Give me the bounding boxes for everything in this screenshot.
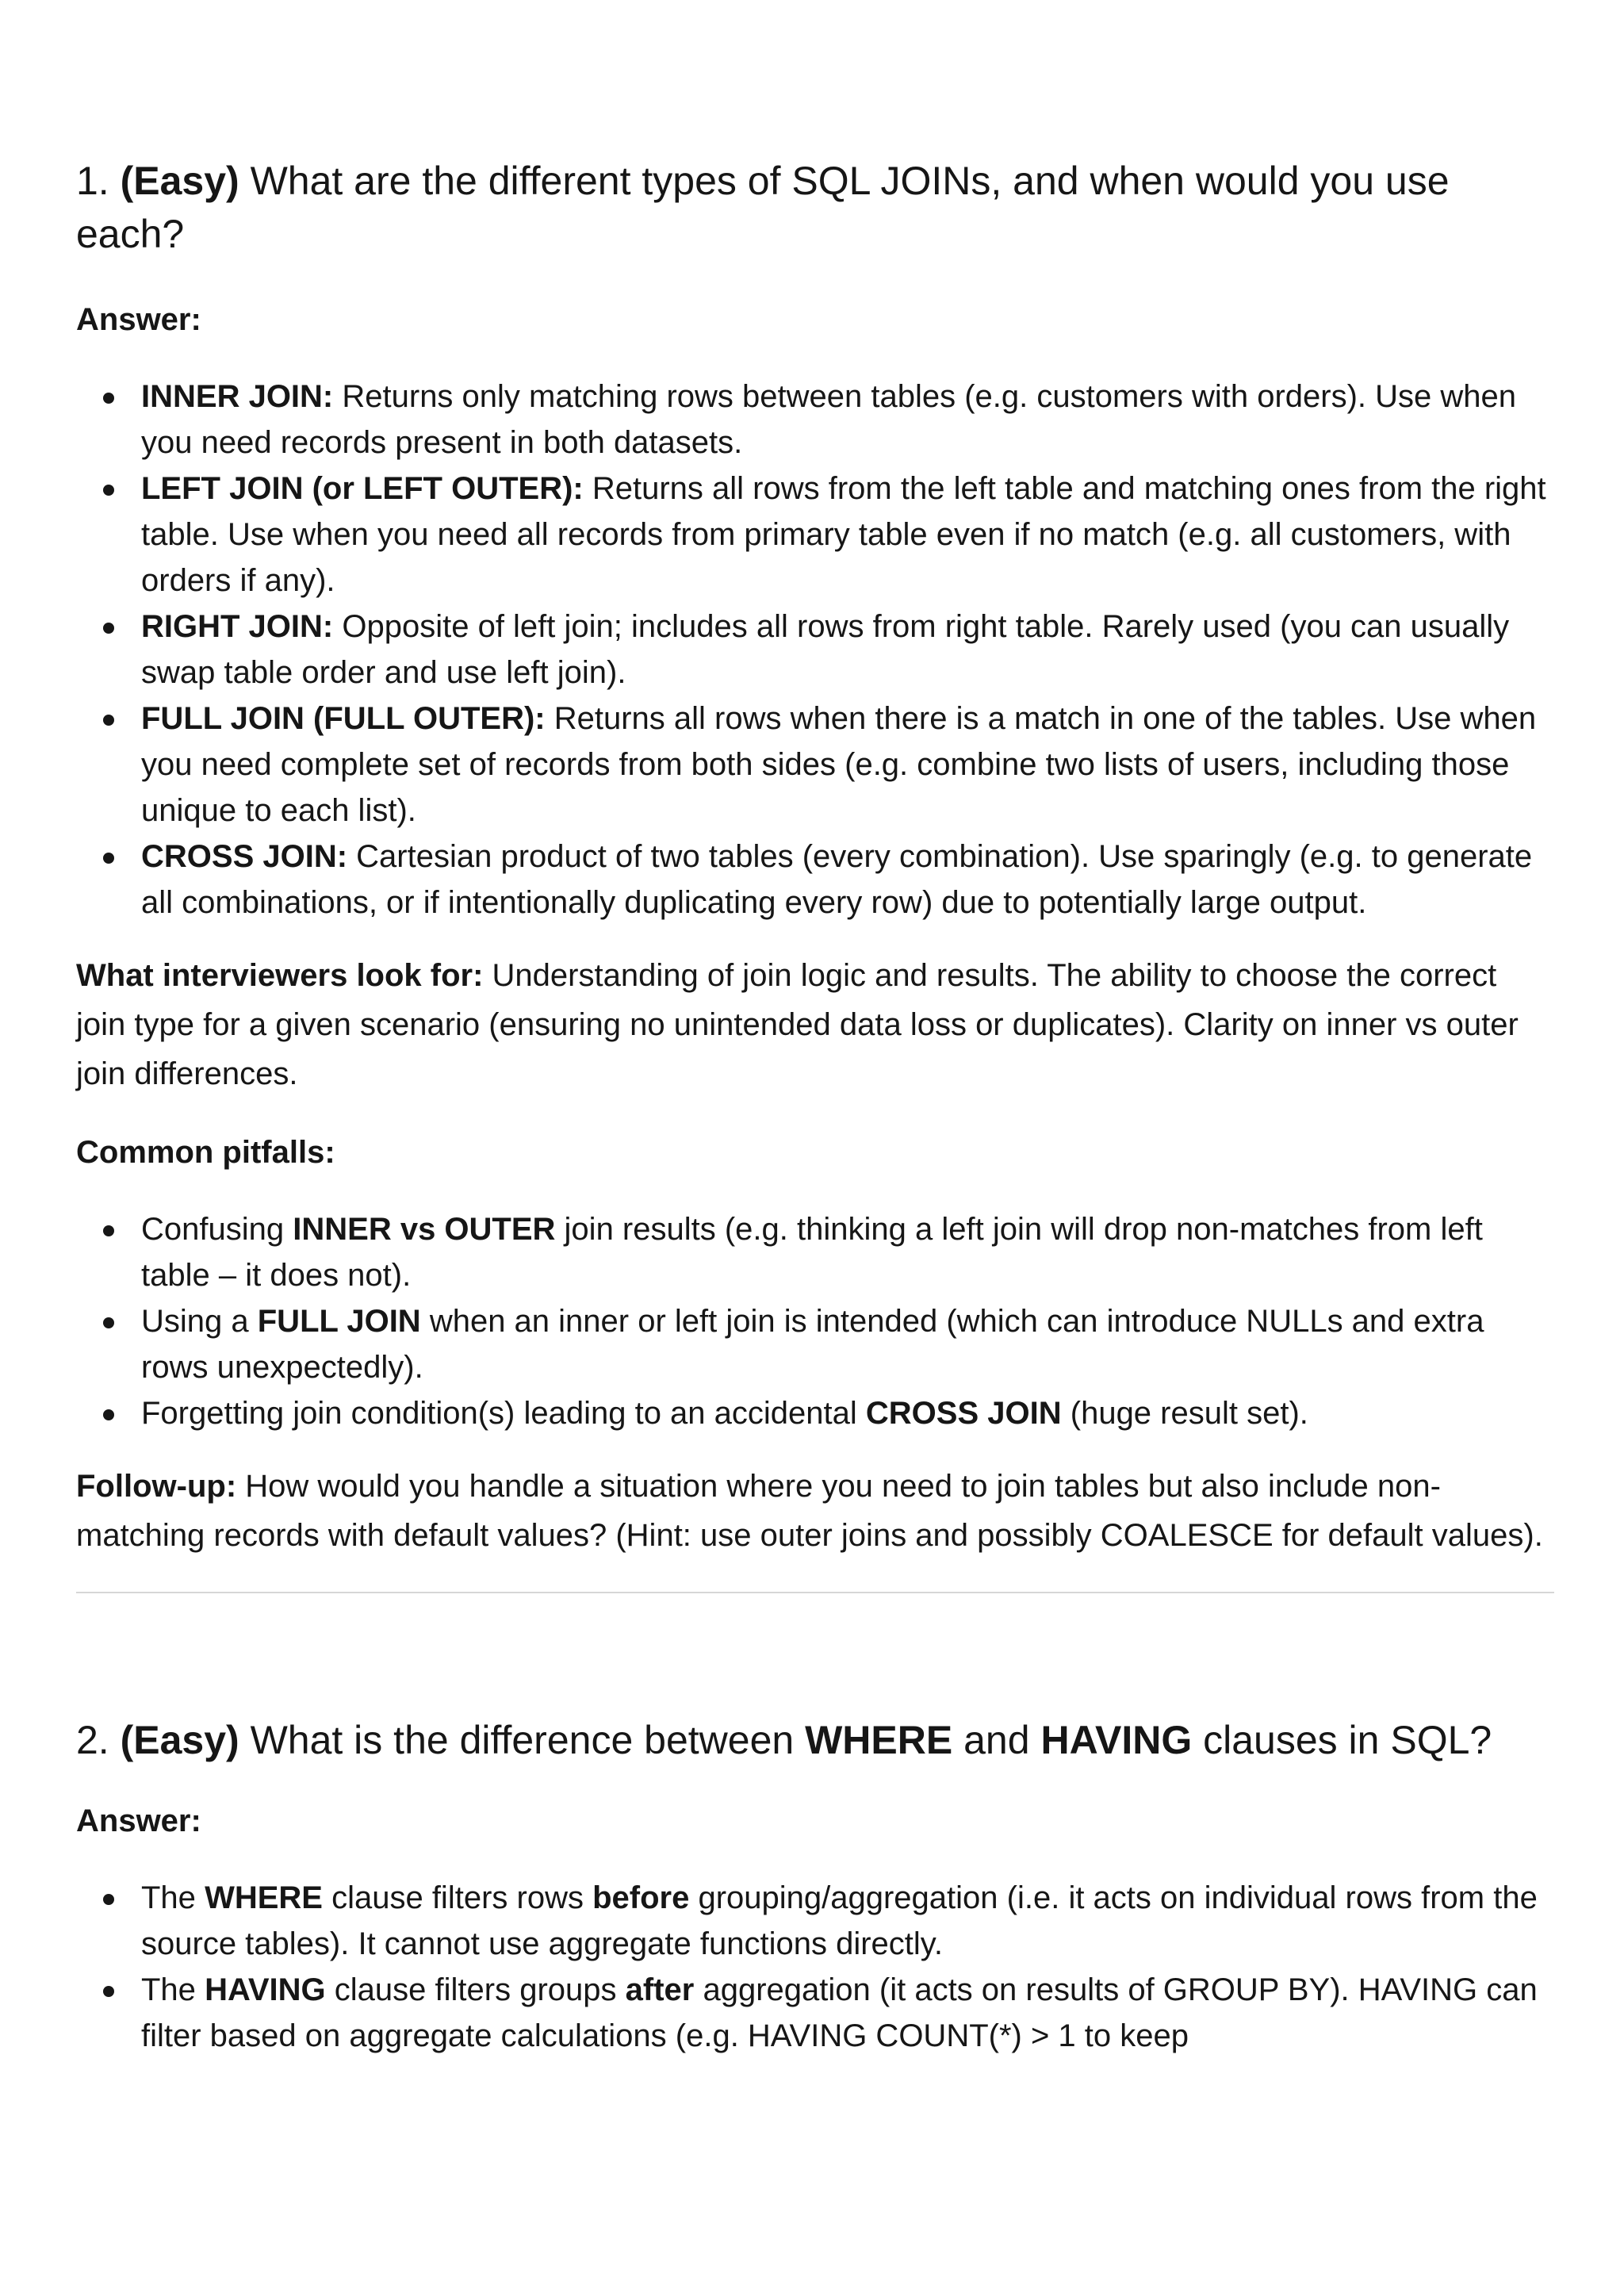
question-1-title [76,155,1554,261]
pitfalls-list [76,1206,1554,1436]
interviewers-look-for [76,951,1554,1098]
join-description: Cartesian product of two tables (every combination). Use sparingly (e.g. to generate all combinations, or if intentionally duplicating every row) due to potentially large output. [141,839,1533,920]
list-item [141,1206,1554,1298]
follow-up-text: How would you handle a situation where you need to join tables but also include non-matching records with default values? (Hint: use outer joins and possibly COALESCE for default values). [76,1469,1543,1553]
question-text: and [963,1718,1030,1762]
join-term: CROSS JOIN: [141,839,348,874]
join-description: Opposite of left join; includes all rows from right table. Rarely used (you can usually swap table order and use left join). [141,609,1510,690]
list-item [141,374,1554,466]
question-2 [76,1714,1554,2059]
keyword-where: WHERE [805,1718,953,1762]
pitfall-text: Forgetting join condition(s) leading to an accidental [141,1396,857,1431]
answer-keyword: before [592,1880,690,1915]
list-item [141,1967,1554,2059]
pitfall-text: Confusing [141,1212,285,1247]
answer-label: Answer: [76,1803,201,1838]
pitfall-text: Using a [141,1304,249,1339]
answer-text: grouping/aggregation (i.e. it acts on individual rows from the source tables). It cannot use aggregate functions directly. [141,1880,1538,1961]
answer-keyword: after [625,1972,695,2007]
pitfall-term: INNER vs OUTER [293,1212,556,1247]
join-description: Returns all rows when there is a match in one of the tables. Use when you need complete set of records from both sides (e.g. combine two lists of users, including those unique to each list). [141,701,1537,828]
list-item [141,1390,1554,1436]
pitfall-text: when an inner or left join is intended (which can introduce NULLs and extra rows unexpectedly). [141,1304,1484,1385]
join-term: INNER JOIN: [141,379,334,414]
join-term: LEFT JOIN (or LEFT OUTER): [141,471,584,506]
answer-text: clause filters rows [331,1880,584,1915]
pitfalls-label: Common pitfalls: [76,1135,335,1170]
difficulty-tag: (Easy) [120,159,239,203]
answer-keyword: HAVING [205,1972,326,2007]
join-term: FULL JOIN (FULL OUTER): [141,701,546,736]
answer-text: The [141,1880,196,1915]
follow-up-label: Follow-up: [76,1469,237,1504]
look-for-text: Understanding of join logic and results. The ability to choose the correct join type for a given scenario (ensuring no unintended data loss or duplicates). Clarity on inner vs outer join differences. [76,958,1519,1091]
question-1 [76,155,1554,1560]
join-term: RIGHT JOIN: [141,609,334,644]
answer-list [76,1875,1554,2059]
difficulty-tag: (Easy) [120,1718,239,1762]
answer-text: The [141,1972,196,2007]
look-for-label: What interviewers look for: [76,958,484,993]
list-item [141,466,1554,604]
keyword-having: HAVING [1040,1718,1193,1762]
list-item [141,1298,1554,1390]
list-item [141,696,1554,834]
pitfall-text: (huge result set). [1070,1396,1308,1431]
section-divider [76,1592,1554,1593]
question-text: What is the difference between [250,1718,795,1762]
join-description: Returns only matching rows between tables (e.g. customers with orders). Use when you need records present in both datasets. [141,379,1517,460]
answer-text: aggregation (it acts on results of GROUP BY). HAVING can filter based on aggregate calculations (e.g. HAVING COUNT(*) > 1 to keep [141,1972,1538,2053]
pitfall-text: join results (e.g. thinking a left join will drop non-matches from left table – it does not). [141,1212,1483,1293]
follow-up [76,1462,1554,1560]
pitfall-term: CROSS JOIN [865,1396,1062,1431]
answer-text: clause filters groups [334,1972,617,2007]
question-text: clauses in SQL? [1203,1718,1492,1762]
answer-label: Answer: [76,302,201,337]
question-number: 1. [76,159,109,203]
answer-keyword: WHERE [205,1880,323,1915]
list-item [141,1875,1554,1967]
question-2-title [76,1714,1554,1767]
pitfall-term: FULL JOIN [257,1304,421,1339]
list-item [141,604,1554,696]
question-text: What are the different types of SQL JOINs, and when would you use each? [76,159,1450,256]
question-number: 2. [76,1718,109,1762]
list-item [141,834,1554,926]
answer-list [76,374,1554,926]
join-description: Returns all rows from the left table and matching ones from the right table. Use when you need all records from primary table even if no match (e.g. all customers, with orders if any). [141,471,1546,598]
